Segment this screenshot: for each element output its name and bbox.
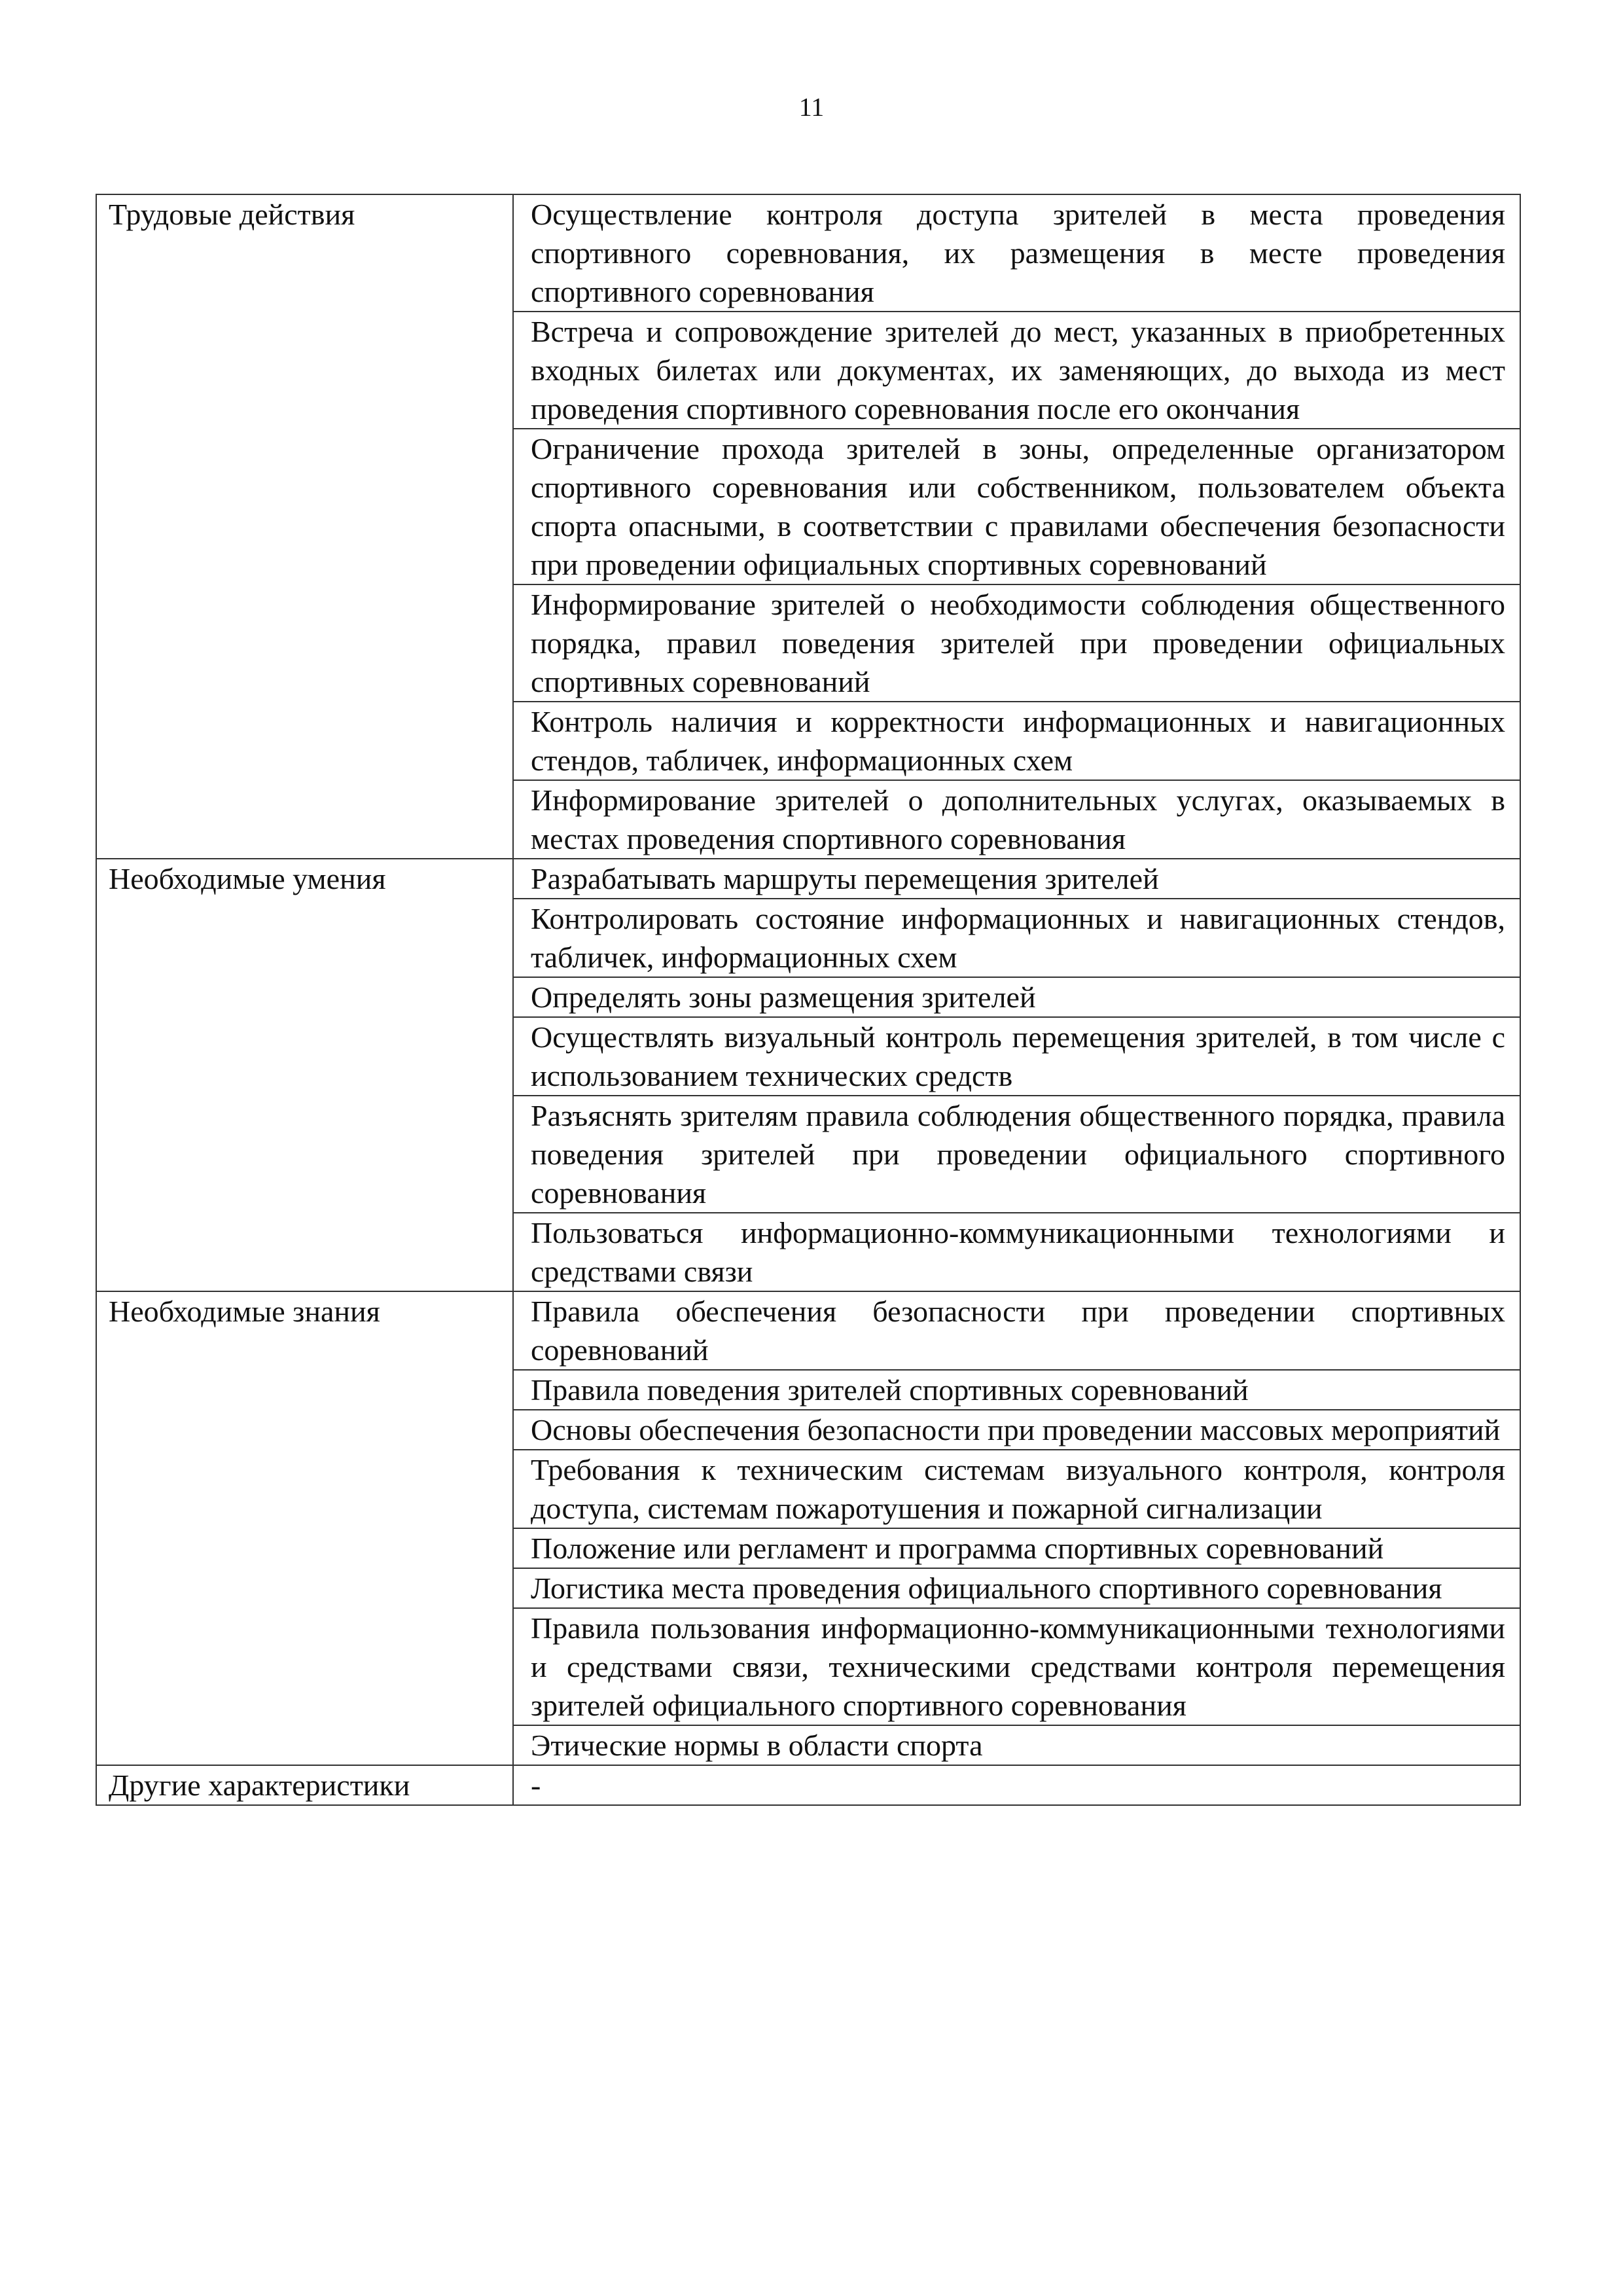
requirement-item: Правила пользования информационно-коммуникационными технологиями и средствами связи, техническими средствами контроля перемещения зрителей официального спортивного соревнования <box>513 1608 1520 1725</box>
requirement-item: Контролировать состояние информационных и навигационных стендов, табличек, информационных схем <box>513 899 1520 977</box>
requirement-item: Определять зоны размещения зрителей <box>513 977 1520 1017</box>
requirement-item: Информирование зрителей о необходимости соблюдения общественного порядка, правил поведения зрителей при проведении официальных спортивных соревнований <box>513 584 1520 702</box>
requirement-item: Разъяснять зрителям правила соблюдения общественного порядка, правила поведения зрителей при проведении официального спортивного соревнования <box>513 1096 1520 1213</box>
requirement-item: Ограничение прохода зрителей в зоны, определенные организатором спортивного соревнования или собственником, пользователем объекта спорта опасными, в соответствии с правилами обеспечения безопасности при проведении официальных спортивных соревнований <box>513 429 1520 584</box>
table-row <box>96 859 1520 899</box>
requirement-item: Информирование зрителей о дополнительных услугах, оказываемых в местах проведения спортивного соревнования <box>513 780 1520 859</box>
section-label: Другие характеристики <box>96 1765 513 1805</box>
requirement-item: Осуществлять визуальный контроль перемещения зрителей, в том числе с использованием технических средств <box>513 1017 1520 1096</box>
table-row <box>96 1291 1520 1370</box>
requirement-item: Правила поведения зрителей спортивных соревнований <box>513 1370 1520 1410</box>
requirement-item: Контроль наличия и корректности информационных и навигационных стендов, табличек, информационных схем <box>513 702 1520 780</box>
requirement-item: Основы обеспечения безопасности при проведении массовых мероприятий <box>513 1410 1520 1450</box>
requirement-item: Требования к техническим системам визуального контроля, контроля доступа, системам пожаротушения и пожарной сигнализации <box>513 1450 1520 1528</box>
requirement-item: Осуществление контроля доступа зрителей в места проведения спортивного соревнования, их размещения в месте проведения спортивного соревнования <box>513 194 1520 312</box>
requirement-item: Разрабатывать маршруты перемещения зрителей <box>513 859 1520 899</box>
table-row <box>96 194 1520 312</box>
section-label: Необходимые знания <box>96 1291 513 1765</box>
section-label: Трудовые действия <box>96 194 513 859</box>
requirement-item: Встреча и сопровождение зрителей до мест, указанных в приобретенных входных билетах или документах, их заменяющих, до выхода из мест проведения спортивного соревнования после его окончания <box>513 312 1520 429</box>
requirement-item: Положение или регламент и программа спортивных соревнований <box>513 1528 1520 1568</box>
requirement-item: Логистика места проведения официального спортивного соревнования <box>513 1568 1520 1608</box>
section-label: Необходимые умения <box>96 859 513 1291</box>
page-number: 11 <box>798 92 825 122</box>
table-row <box>96 1765 1520 1805</box>
characteristics-table <box>96 194 1521 1806</box>
requirement-item: Правила обеспечения безопасности при проведении спортивных соревнований <box>513 1291 1520 1370</box>
requirement-item: Этические нормы в области спорта <box>513 1725 1520 1765</box>
requirement-item: Пользоваться информационно-коммуникационными технологиями и средствами связи <box>513 1213 1520 1291</box>
requirement-item: - <box>513 1765 1520 1805</box>
